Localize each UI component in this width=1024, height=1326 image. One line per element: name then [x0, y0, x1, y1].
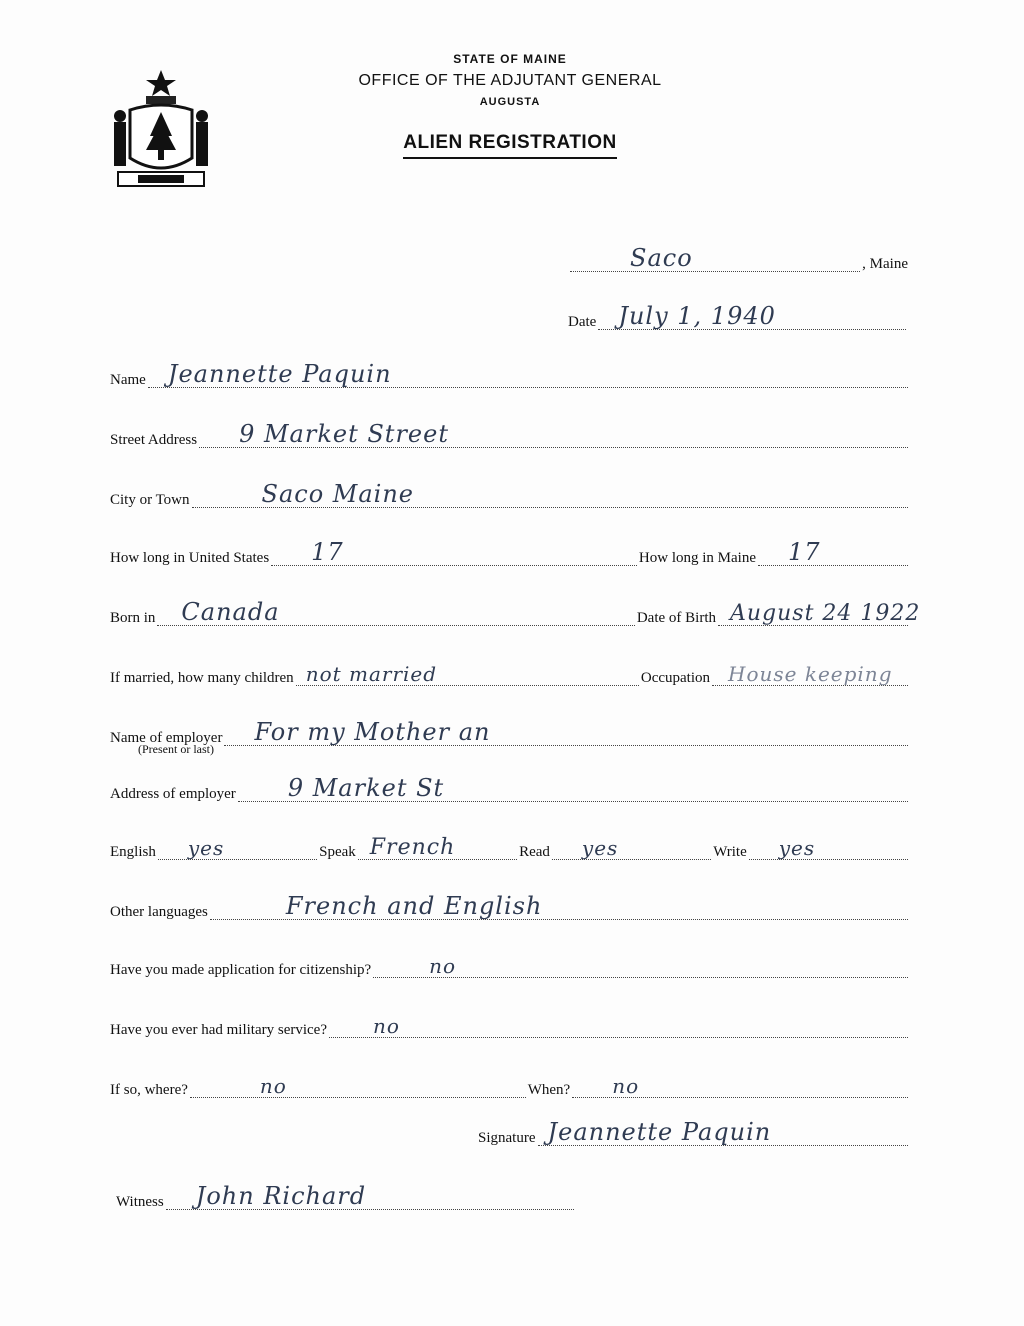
employer-address-value: 9 Market St — [287, 774, 445, 802]
speak-label: Speak — [319, 844, 356, 860]
born-label: Born in — [110, 610, 156, 626]
citizenship-field[interactable] — [373, 943, 908, 978]
write-value: yes — [778, 836, 816, 860]
when-value: no — [612, 1074, 640, 1098]
citizenship-label: Have you made application for citizenship? — [110, 962, 372, 978]
military-value: no — [373, 1014, 400, 1038]
date-value: July 1, 1940 — [618, 302, 776, 330]
employer-address-field[interactable] — [238, 767, 908, 802]
signature-field[interactable] — [538, 1111, 909, 1146]
military-field[interactable] — [329, 1003, 908, 1038]
other-languages-value: French and English — [285, 892, 543, 920]
where-label: If so, where? — [110, 1082, 188, 1098]
witness-value: John Richard — [195, 1182, 367, 1210]
date-row — [568, 296, 908, 330]
place-row — [568, 238, 908, 272]
us-time-label: How long in United States — [110, 550, 270, 566]
when-label: When? — [527, 1082, 571, 1098]
employer-row — [110, 712, 910, 746]
street-row — [110, 414, 910, 448]
employer-label: Name of employer — [110, 730, 223, 746]
where-field[interactable] — [190, 1063, 526, 1098]
city-label: City or Town — [110, 492, 190, 508]
english-label: English — [110, 844, 156, 860]
city-heading: AUGUSTA — [479, 96, 541, 108]
name-row — [110, 354, 910, 388]
witness-row — [116, 1176, 576, 1210]
city-field[interactable] — [192, 473, 908, 508]
military-row — [110, 1004, 910, 1038]
read-value: yes — [581, 836, 619, 860]
dob-value: August 24 1922 — [730, 601, 921, 626]
birth-row — [110, 592, 921, 626]
children-row — [110, 652, 910, 686]
children-value: not married — [305, 662, 438, 686]
maine-time-label: How long in Maine — [638, 550, 756, 566]
other-languages-label: Other languages — [110, 904, 208, 920]
occupation-field[interactable] — [712, 651, 908, 686]
read-label: Read — [519, 844, 550, 860]
form-header — [300, 52, 720, 159]
office-heading: OFFICE OF THE ADJUTANT GENERAL — [358, 72, 662, 89]
street-field[interactable] — [199, 413, 908, 448]
city-value: Saco Maine — [261, 480, 415, 508]
witness-field[interactable] — [166, 1175, 574, 1210]
dob-label: Date of Birth — [636, 610, 716, 626]
born-value: Canada — [181, 598, 280, 626]
occupation-value: House keeping — [728, 662, 893, 686]
name-label: Name — [110, 372, 146, 388]
place-label: , Maine — [862, 256, 908, 272]
maine-time-value: 17 — [788, 538, 821, 566]
citizenship-row — [110, 944, 910, 978]
military-label: Have you ever had military service? — [110, 1022, 327, 1038]
english-field[interactable] — [158, 825, 317, 860]
employer-value: For my Mother an — [254, 718, 491, 746]
occupation-label: Occupation — [640, 670, 710, 686]
residence-row — [110, 532, 910, 566]
citizenship-value: no — [429, 954, 457, 978]
where-value: no — [259, 1074, 287, 1098]
other-languages-row — [110, 886, 910, 920]
service-row — [110, 1064, 910, 1098]
city-row — [110, 474, 910, 508]
us-time-field[interactable] — [271, 531, 637, 566]
state-seal-icon — [108, 66, 214, 190]
read-field[interactable] — [552, 825, 711, 860]
when-field[interactable] — [572, 1063, 908, 1098]
children-field[interactable] — [296, 651, 639, 686]
born-field[interactable] — [157, 591, 634, 626]
state-heading: STATE OF MAINE — [453, 52, 567, 66]
languages-row — [110, 826, 910, 860]
form-title: ALIEN REGISTRATION — [403, 132, 616, 159]
employer-address-row — [110, 768, 910, 802]
write-label: Write — [713, 844, 747, 860]
signature-row — [478, 1112, 910, 1146]
children-label: If married, how many children — [110, 670, 294, 686]
date-field[interactable] — [598, 295, 906, 330]
street-label: Street Address — [110, 432, 198, 448]
name-field[interactable] — [148, 353, 908, 388]
english-value: yes — [187, 836, 225, 860]
dob-field[interactable] — [718, 591, 921, 626]
place-value: Saco — [630, 244, 693, 272]
write-field[interactable] — [749, 825, 908, 860]
signature-value: Jeannette Paquin — [547, 1118, 772, 1146]
speak-field[interactable] — [358, 825, 517, 860]
employer-sublabel: (Present or last) — [138, 742, 214, 756]
name-value: Jeannette Paquin — [167, 360, 392, 388]
other-languages-field[interactable] — [210, 885, 908, 920]
place-field[interactable] — [570, 237, 860, 272]
street-value: 9 Market Street — [239, 420, 449, 448]
maine-time-field[interactable] — [758, 531, 908, 566]
witness-label: Witness — [116, 1194, 164, 1210]
date-label: Date — [568, 314, 597, 330]
us-time-value: 17 — [311, 538, 344, 566]
signature-label: Signature — [478, 1130, 536, 1146]
employer-address-label: Address of employer — [110, 786, 236, 802]
employer-field[interactable] — [224, 711, 908, 746]
speak-value: French — [369, 835, 456, 860]
